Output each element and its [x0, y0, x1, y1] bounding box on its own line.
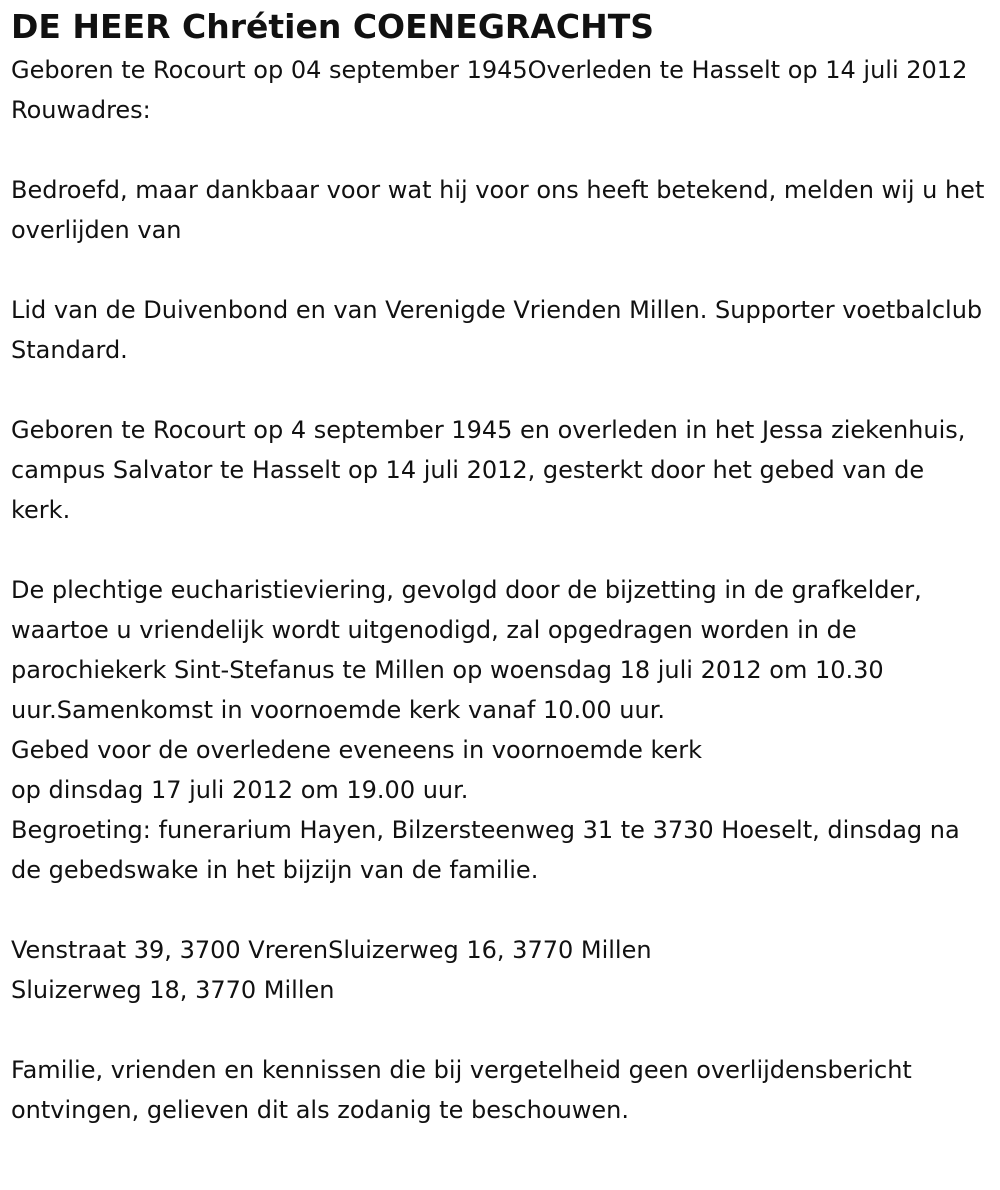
intro-block [11, 170, 990, 250]
prayer-line: Gebed voor de overledene eveneens in voornoemde kerk [11, 736, 703, 764]
address-line-1: Venstraat 39, 3700 VrerenSluizerweg 16, 3770 Millen [11, 936, 652, 964]
address-block [11, 930, 990, 1010]
prayer-date-line: op dinsdag 17 juli 2012 om 19.00 uur. [11, 776, 469, 804]
intro-paragraph: Bedroefd, maar dankbaar voor wat hij voor ons heeft betekend, melden wij u het overlijden van [11, 176, 985, 244]
membership-block [11, 290, 990, 370]
address-line-2: Sluizerweg 18, 3770 Millen [11, 976, 335, 1004]
greeting-paragraph: Begroeting: funerarium Hayen, Bilzersteenweg 31 te 3730 Hoeselt, dinsdag na de gebedswake in het bijzijn van de familie. [11, 816, 960, 884]
birth-death-block [11, 410, 990, 530]
mourning-address-label: Rouwadres: [11, 96, 151, 124]
ceremony-paragraph: De plechtige eucharistieviering, gevolgd door de bijzetting in de grafkelder, waartoe u vriendelijk wordt uitgenodigd, zal opgedragen worden in de parochiekerk Sint-Stefanus te Millen op woensdag 18 juli 2012 om 10.30 uur.Samenkomst in voornoemde kerk vanaf 10.00 uur. [11, 576, 922, 724]
closing-block [11, 1050, 990, 1130]
birth-death-paragraph: Geboren te Rocourt op 4 september 1945 en overleden in het Jessa ziekenhuis, campus Salvator te Hasselt op 14 juli 2012, gesterkt door het gebed van de kerk. [11, 416, 966, 524]
ceremony-block [11, 570, 990, 890]
closing-paragraph: Familie, vrienden en kennissen die bij vergetelheid geen overlijdensbericht ontvingen, gelieven dit als zodanig te beschouwen. [11, 1056, 912, 1124]
page-title: DE HEER Chrétien COENEGRACHTS [11, 7, 654, 46]
header-block [11, 50, 990, 130]
birth-death-summary: Geboren te Rocourt op 04 september 1945Overleden te Hasselt op 14 juli 2012 [11, 56, 968, 84]
membership-paragraph: Lid van de Duivenbond en van Verenigde Vrienden Millen. Supporter voetbalclub Standard. [11, 296, 983, 364]
